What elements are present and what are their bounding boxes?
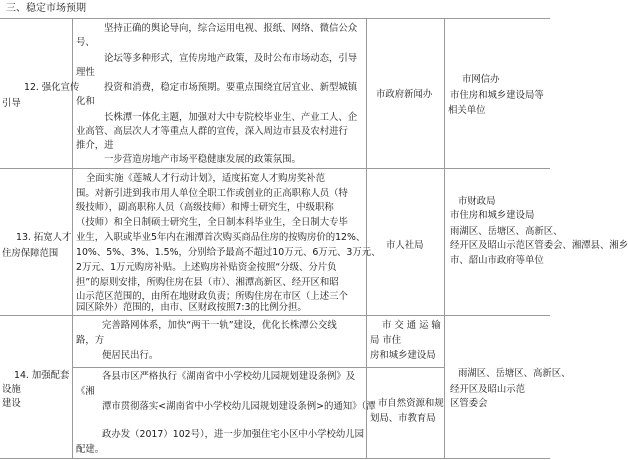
support-unit: 经开区及昭山示范: [450, 384, 526, 395]
content-line: （技师）和全日制硕士研究生，全日制本科毕业生，全日制大专毕: [76, 217, 348, 228]
content-line: 各县市区严格执行《湖南省中小学校幼儿园规划建设条例》及: [102, 371, 356, 382]
lead-unit: 房和城乡建设局: [370, 350, 436, 361]
content-line: 2万元、1万元购房补贴。上述购房补贴资金按照“分级、分片负: [76, 262, 337, 273]
item-name: 住房保障范围: [2, 248, 59, 259]
content-line: 担”的原则安排，所购住房在县（市）、湘潭高新区、经开区和昭: [76, 277, 339, 288]
lead-unit: 市人社局: [386, 240, 424, 251]
content-line: 全面实施《莲城人才行动计划》，适度拓宽人才购房奖补范: [86, 173, 326, 184]
content-line: 论坛等多种形式，宣传房地产政策，及时公布市场动态，引导: [104, 53, 358, 64]
item-name: 13. 拓宽人才: [16, 232, 72, 243]
lead-unit: 市政府新闻办: [376, 89, 433, 100]
content-line: 一步营造房地产市场平稳健康发展的政策氛围。: [104, 154, 301, 165]
content-line: 便居民出行。: [102, 350, 159, 361]
table-rule: [0, 315, 550, 316]
content-line: 围。对新引进到我市用人单位全职工作或创业的正高职称人员（特: [76, 188, 348, 199]
lead-unit: 市自然资源和规: [378, 398, 444, 409]
content-line: 山示范区范围的，由所在地财政负责；所购住房在市区（上述三个: [76, 291, 348, 302]
lead-unit: 市 交 通 运 输: [382, 320, 441, 331]
content-line: 路，方: [76, 335, 105, 346]
support-unit: 经开区及昭山示范区管委会、湘潭县、湘乡: [450, 240, 628, 251]
content-line: 号、: [76, 37, 95, 48]
content-line: 投资和消费，稳定市场预期。要重点围绕宜居宜业、新型城镇: [104, 82, 358, 93]
content-line: 业生，入职或毕业5年内在湘潭首次购买商品住房的按购房价的12%、: [76, 232, 366, 243]
item-name: 引导: [2, 98, 21, 109]
item-name: 设施: [2, 384, 21, 395]
content-line: 园区除外）范围的，由市、区财政按照7:3的比例分担。: [76, 302, 307, 313]
content-line: 坚持正确的舆论导向，综合运用电视、报纸、网络、微信公众: [104, 23, 358, 34]
content-line: 长株潭一体化主题，加强对大中专院校毕业生、产业工人、企: [104, 112, 358, 123]
section-heading: 三、稳定市场预期: [6, 3, 86, 14]
lead-unit: 划局、市教育局: [370, 413, 436, 424]
content-line: 完善路网体系，加快“两干一轨”建设，优化长株潭公交线: [102, 320, 337, 331]
support-unit: 市网信办: [462, 74, 500, 85]
content-line: 化和: [76, 96, 95, 107]
table-rule: [0, 458, 550, 459]
table-rule: [444, 18, 445, 459]
support-unit: 雨湖区、岳塘区、高新区、: [450, 226, 563, 237]
content-line: 级技师），副高职称人员（高级技师）和博士研究生，中级职称: [76, 202, 334, 213]
content-line: 潭市贯彻落实<湖南省中小学校幼儿园规划建设条例>的通知》（潭: [102, 401, 376, 412]
content-line: 推介，进: [76, 140, 114, 151]
support-unit: 市、韶山市政府等单位: [450, 255, 544, 266]
content-line: 《湘: [76, 386, 95, 397]
content-line: 政办发（2017）102号），进一步加强住宅小区中小学校幼儿园: [102, 429, 365, 440]
support-unit: 市财政局: [458, 196, 496, 207]
support-unit: 市住房和城乡建设局: [450, 210, 535, 221]
content-line: 业高管、高层次人才等重点人群的宣传，深入周边市县及农村进行: [76, 126, 348, 137]
content-line: 理性: [76, 67, 95, 78]
table-rule: [0, 168, 550, 169]
content-line: 10%、5%、3%、1.5%，分别给予最高不超过10万元、6万元、3万元、: [76, 247, 381, 258]
item-name: 12. 强化宣传: [24, 82, 80, 93]
support-unit: 相关单位: [448, 105, 486, 116]
table-rule: [72, 367, 444, 368]
content-line: 配建。: [76, 444, 105, 455]
table-rule: [0, 18, 550, 19]
support-unit: 市住房和城乡建设局等: [450, 90, 544, 101]
support-unit: 雨湖区、岳塘区、高新区、: [458, 368, 571, 379]
lead-unit: 局 市住: [370, 335, 402, 346]
item-name: 14. 加强配套: [14, 370, 70, 381]
table-rule: [366, 18, 367, 459]
item-name: 建设: [2, 398, 21, 409]
support-unit: 区管委会: [450, 398, 488, 409]
